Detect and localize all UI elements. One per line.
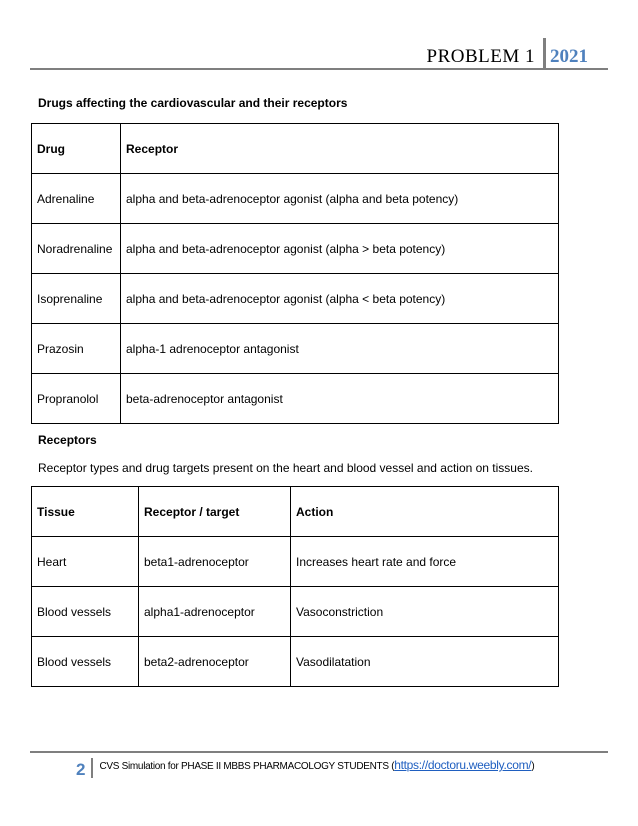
- receptor-cell: alpha and beta-adrenoceptor agonist (alpha and beta potency): [121, 174, 559, 224]
- tissue-cell: Blood vessels: [32, 637, 139, 687]
- target-cell: alpha1-adrenoceptor: [139, 587, 291, 637]
- table-row: [32, 274, 559, 324]
- column-header: Drug: [32, 124, 121, 174]
- table-row: [32, 537, 559, 587]
- drug-cell: Propranolol: [32, 374, 121, 424]
- table-row: [32, 224, 559, 274]
- page-number: 2: [76, 760, 86, 779]
- receptor-cell: beta-adrenoceptor antagonist: [121, 374, 559, 424]
- column-header: Receptor: [121, 124, 559, 174]
- footer-caption: CVS Simulation for PHASE II MBBS PHARMACOLOGY STUDENTS (: [99, 761, 395, 772]
- receptor-cell: alpha-1 adrenoceptor antagonist: [121, 324, 559, 374]
- table-row: [32, 174, 559, 224]
- table-row: [32, 324, 559, 374]
- action-cell: Increases heart rate and force: [291, 537, 559, 587]
- receptors-intro: Receptor types and drug targets present on the heart and blood vessel and action on tissues.: [38, 461, 533, 475]
- header-separator: [543, 38, 546, 68]
- tissue-cell: Heart: [32, 537, 139, 587]
- column-header: Action: [291, 487, 559, 537]
- header-rule: [30, 68, 608, 70]
- drugs-section-title: Drugs affecting the cardiovascular and their receptors: [38, 96, 348, 110]
- header-year: 2021: [550, 46, 588, 67]
- footer-caption-end: ): [531, 761, 535, 772]
- drug-cell: Noradrenaline: [32, 224, 121, 274]
- header-title: PROBLEM 1: [426, 46, 535, 67]
- footer-link[interactable]: https://doctoru.weebly.com/: [394, 758, 532, 772]
- drug-cell: Adrenaline: [32, 174, 121, 224]
- footer-separator: [91, 758, 93, 778]
- page-header: [427, 38, 589, 68]
- drug-cell: Isoprenaline: [32, 274, 121, 324]
- action-cell: Vasodilatation: [291, 637, 559, 687]
- tissue-cell: Blood vessels: [32, 587, 139, 637]
- table-row: [32, 374, 559, 424]
- footer-rule: [30, 751, 608, 753]
- receptors-table: [31, 486, 559, 687]
- receptors-section-title: Receptors: [38, 433, 97, 447]
- table-row: [32, 637, 559, 687]
- footer-text: [99, 758, 534, 774]
- column-header: Receptor / target: [139, 487, 291, 537]
- table-header-row: [32, 124, 559, 174]
- receptor-cell: alpha and beta-adrenoceptor agonist (alpha < beta potency): [121, 274, 559, 324]
- drug-cell: Prazosin: [32, 324, 121, 374]
- target-cell: beta2-adrenoceptor: [139, 637, 291, 687]
- receptor-cell: alpha and beta-adrenoceptor agonist (alpha > beta potency): [121, 224, 559, 274]
- target-cell: beta1-adrenoceptor: [139, 537, 291, 587]
- table-header-row: [32, 487, 559, 537]
- table-row: [32, 587, 559, 637]
- action-cell: Vasoconstriction: [291, 587, 559, 637]
- column-header: Tissue: [32, 487, 139, 537]
- drugs-table: [31, 123, 559, 424]
- page-footer: [76, 758, 534, 780]
